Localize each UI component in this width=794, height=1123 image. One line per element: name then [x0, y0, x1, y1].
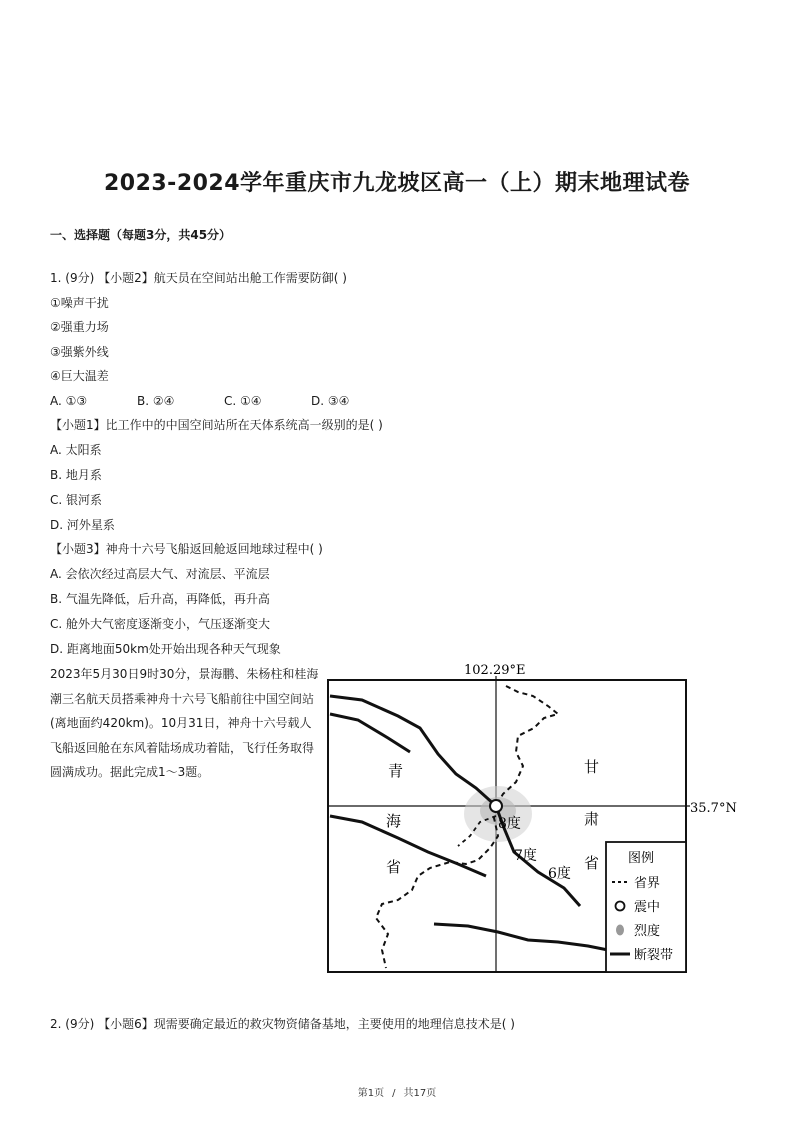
option-item: ①噪声干扰: [50, 296, 109, 310]
epicenter-circle-icon: [616, 902, 625, 911]
region-label: 甘: [584, 758, 600, 776]
region-label: 海: [386, 812, 402, 830]
intensity-label: 7度: [514, 848, 537, 864]
region-label: 省: [386, 858, 402, 876]
option-item: ③强紫外线: [50, 345, 109, 359]
legend-item: 断裂带: [634, 948, 674, 963]
choice-b: B. ②④: [137, 394, 175, 408]
choice-a: A. 会依次经过高层大气、对流层、平流层: [50, 567, 270, 581]
region-label: 肃: [584, 810, 600, 828]
choice-d: D. 河外星系: [50, 518, 115, 532]
legend-item: 省界: [634, 876, 661, 891]
intensity-label: 8度: [498, 816, 521, 832]
sub-question-1: 【小题1】比工作中的中国空间站所在天体系统高一级别的是( ): [50, 418, 383, 432]
map-legend: [606, 842, 686, 972]
intensity-label: 6度: [548, 866, 571, 882]
page-number: 第1页: [357, 1088, 385, 1099]
page-total: 共17页: [403, 1088, 437, 1099]
region-label: 省: [584, 854, 600, 872]
choice-a: A. 太阳系: [50, 443, 102, 457]
passage-text: 2023年5月30日9时30分，景海鹏、朱杨柱和桂海潮三名航天员搭乘神舟十六号飞船前往中国空间站(离地面约420km)。10月31日，神舟十六号载人飞船返回舱在东风着陆场成功着陆，飞行任务取得圆满成功。据此完成1～3题。: [50, 667, 319, 779]
option-item: ②强重力场: [50, 320, 109, 334]
question-1-header: 1. (9分) 【小题2】航天员在空间站出舱工作需要防御( ): [50, 271, 347, 285]
earthquake-map: [318, 656, 748, 986]
question-1-choices: [50, 393, 349, 409]
section-heading: 一、选择题（每题3分，共45分）: [50, 228, 232, 242]
choice-d: D. 距离地面50km处开始出现各种天气现象: [50, 642, 281, 656]
question-2-header: 2. (9分) 【小题6】现需要确定最近的救灾物资储备基地，主要使用的地理信息技术是( ): [50, 1017, 515, 1031]
legend-item: 烈度: [634, 924, 661, 939]
latitude-label: 35.7°N: [690, 801, 737, 816]
legend-item: 震中: [634, 900, 661, 915]
choice-c: C. ①④: [224, 394, 262, 408]
fault-line: [330, 714, 410, 752]
fault-line: [330, 696, 580, 906]
choice-c: C. 银河系: [50, 493, 103, 507]
fault-line: [434, 924, 608, 950]
page-footer: [0, 1084, 794, 1099]
sub-question-3: 【小题3】神舟十六号飞船返回舱返回地球过程中( ): [50, 542, 323, 556]
page-separator: /: [392, 1088, 396, 1099]
fault-line: [330, 816, 486, 876]
choice-a: A. ①③: [50, 394, 88, 408]
epicenter-marker: [490, 800, 502, 812]
legend-title: 图例: [628, 851, 655, 866]
intensity-blob-icon: [616, 925, 624, 936]
choice-c: C. 舱外大气密度逐渐变小，气压逐渐变大: [50, 617, 271, 631]
region-label: 青: [388, 762, 404, 780]
option-item: ④巨大温差: [50, 369, 109, 383]
choice-d: D. ③④: [311, 394, 350, 408]
choice-b: B. 地月系: [50, 468, 102, 482]
page-title: 2023-2024学年重庆市九龙坡区高一（上）期末地理试卷: [103, 171, 691, 196]
longitude-label: 102.29°E: [464, 663, 526, 678]
choice-b: B. 气温先降低，后升高，再降低，再升高: [50, 592, 270, 606]
